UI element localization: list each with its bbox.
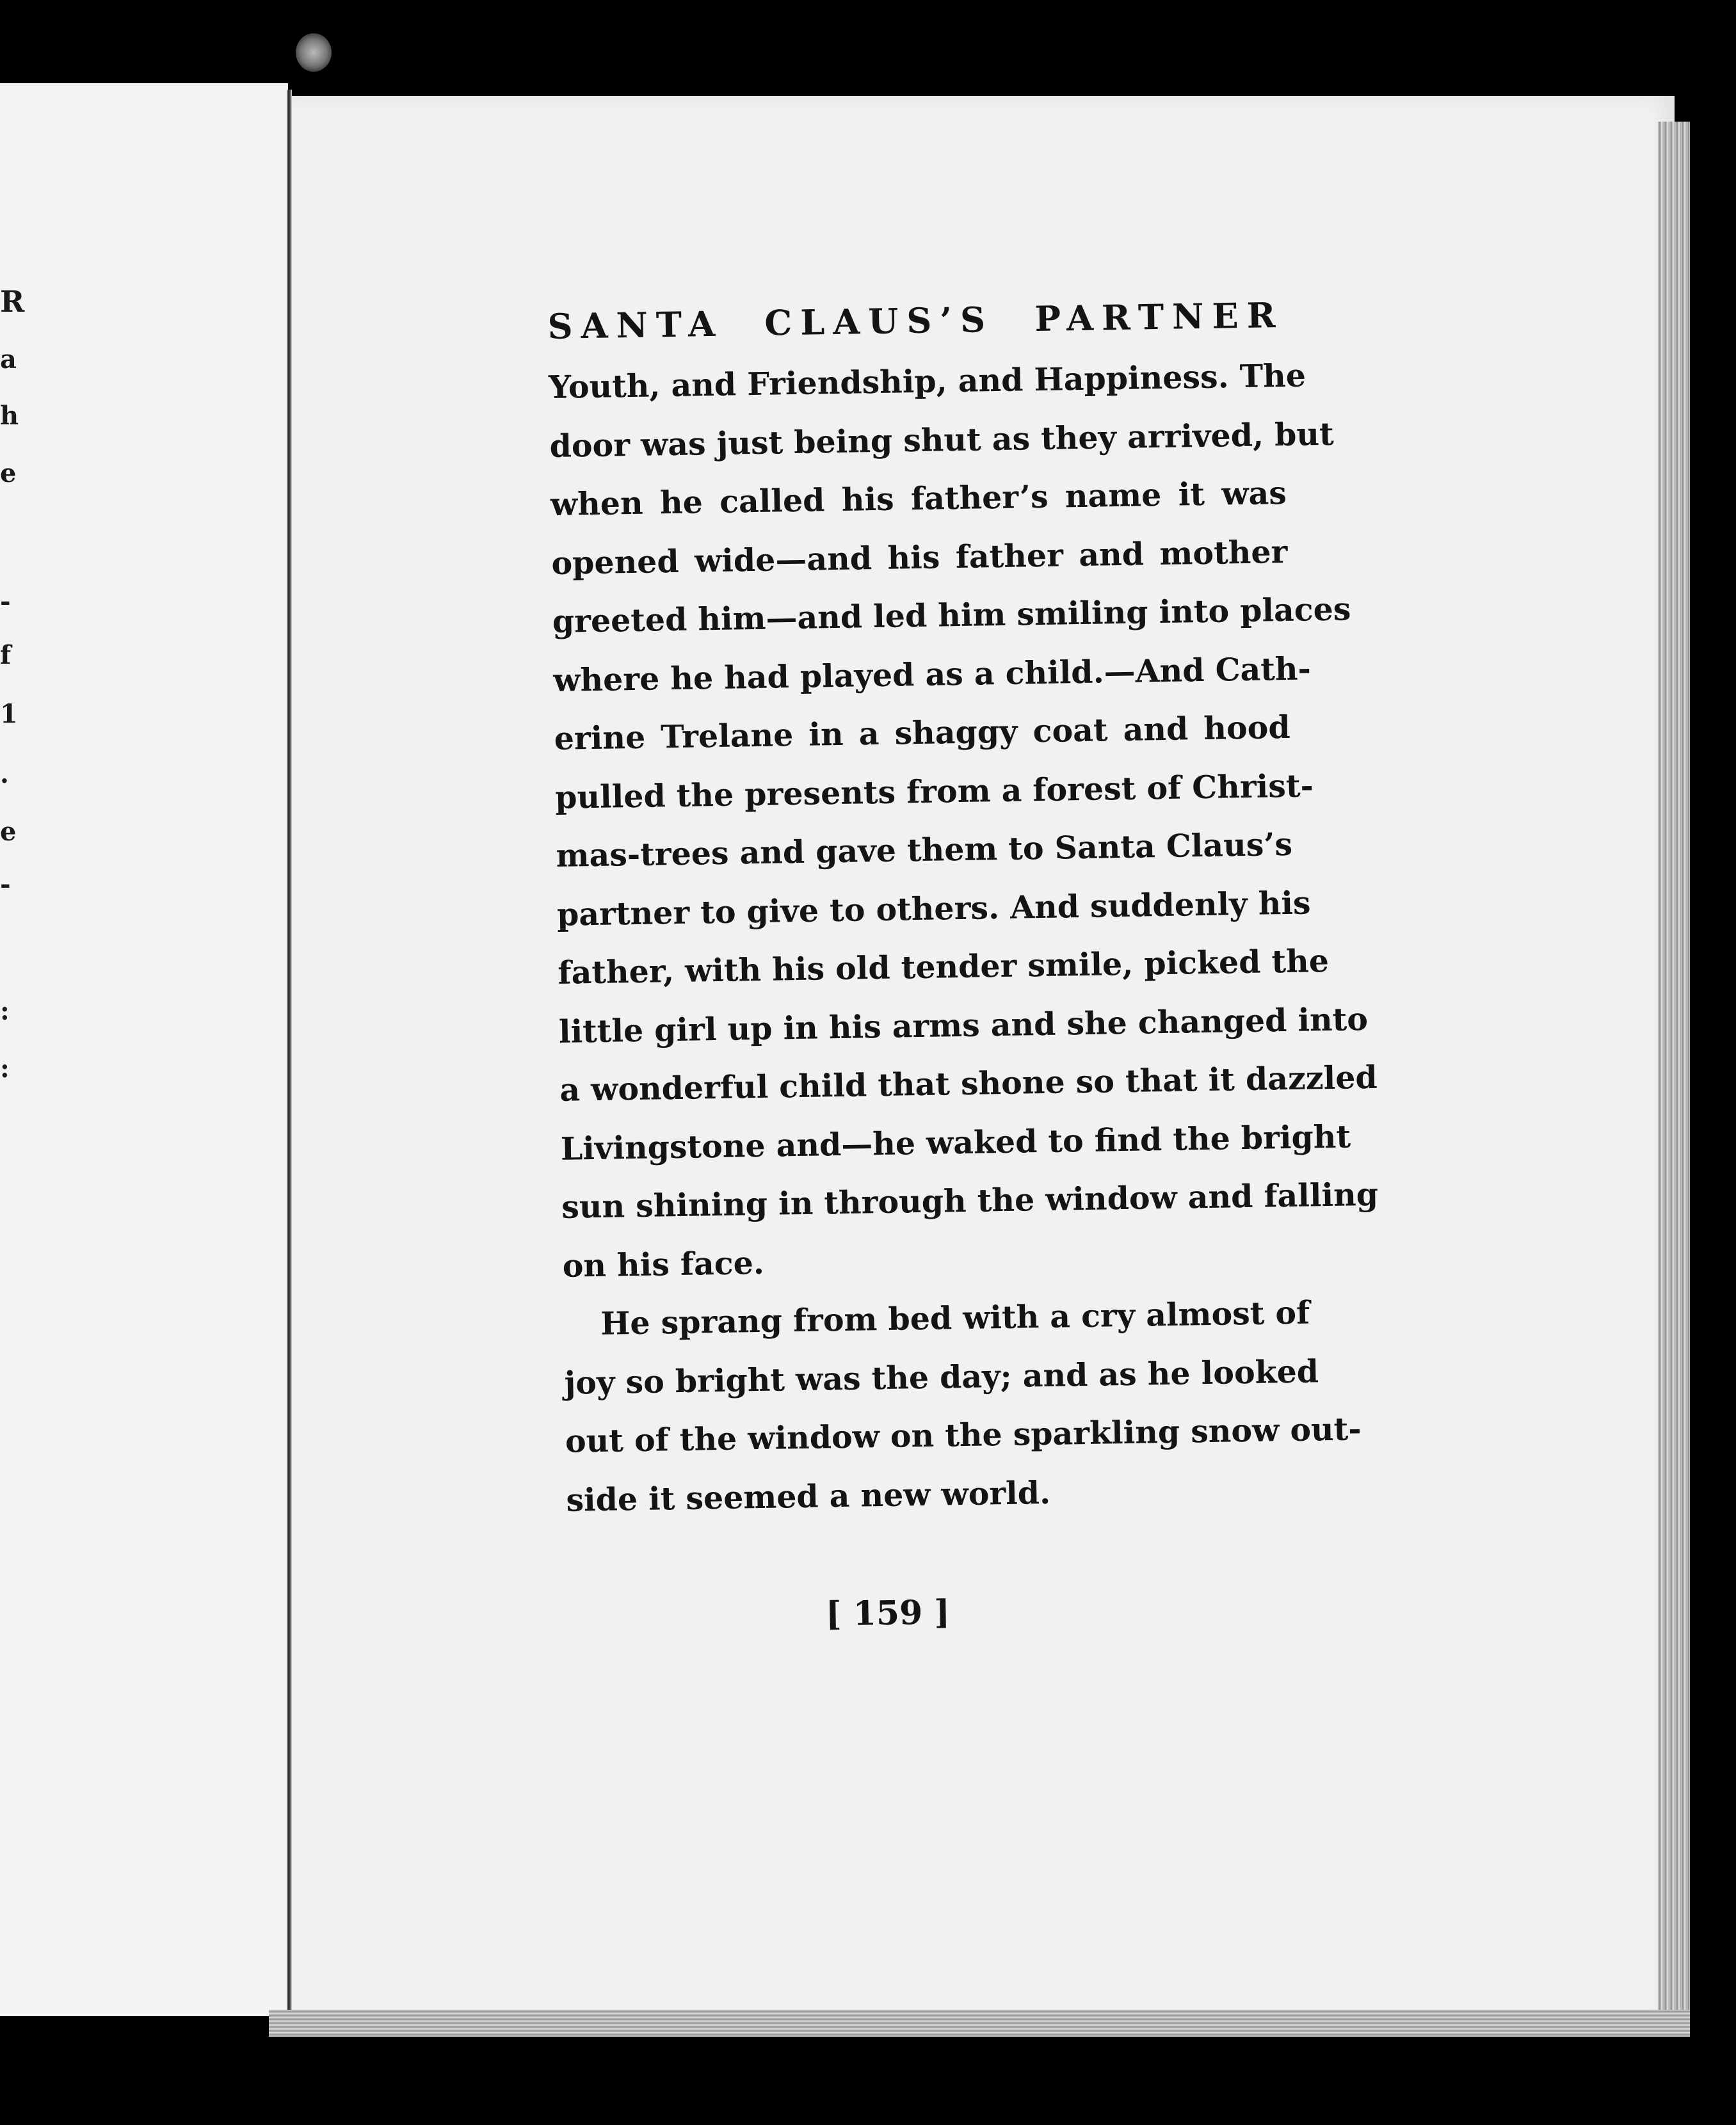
left-edge-letter: : [0, 1054, 10, 1084]
left-edge-letter: f [0, 640, 12, 670]
text-line: erine Trelane in a shaggy coat and hood [554, 708, 1291, 757]
text-line: door was just being shut as they arrived, but [549, 415, 1335, 465]
page-bottom-edge [269, 2010, 1690, 2037]
text-line: where he had played as a child.—And Cath- [552, 649, 1312, 699]
left-edge-letter: a [0, 344, 17, 374]
left-edge-letter: h [0, 401, 19, 431]
text-line: father, with his old tender smile, picked the [558, 942, 1330, 991]
page-text-block [547, 289, 1379, 1530]
ink-smudge [296, 33, 332, 72]
text-line: on his face. [562, 1244, 765, 1285]
left-edge-letter: e [0, 458, 17, 488]
running-head: SANTA CLAUS’S PARTNER [547, 294, 1284, 347]
left-edge-letter: e [0, 817, 17, 847]
left-edge-letter: - [0, 586, 11, 616]
text-line: He sprang from bed with a cry almost of [600, 1294, 1310, 1342]
left-edge-letter: 1 [0, 699, 18, 729]
left-edge-letter: - [0, 869, 11, 899]
text-line: joy so bright was the day; and as he looked [564, 1352, 1319, 1402]
text-line: side it seemed a new world. [565, 1473, 1051, 1519]
page-number: [ 159 ] [825, 1592, 951, 1634]
book-gutter [287, 90, 292, 2010]
text-line: when he called his father’s name it was [550, 474, 1287, 523]
text-line: greeted him—and led him smiling into places [552, 590, 1351, 640]
left-edge-letter: : [0, 996, 10, 1026]
text-line: little girl up in his arms and she changed into [558, 1000, 1369, 1050]
left-edge-letter: . [0, 759, 9, 789]
text-line: a wonderful child that shone so that it dazzled [559, 1058, 1378, 1109]
left-facing-page [0, 83, 288, 2016]
text-line: partner to give to others. And suddenly his [556, 883, 1311, 933]
text-line: out of the window on the sparkling snow out- [565, 1410, 1362, 1460]
text-line: opened wide—and his father and mother [551, 533, 1288, 582]
text-line: mas-trees and gave them to Santa Claus’s [556, 825, 1293, 874]
text-line: pulled the presents from a forest of Christ- [554, 766, 1314, 816]
text-line: Livingstone and—he waked to find the bright [560, 1117, 1351, 1167]
text-line: Youth, and Friendship, and Happiness. The [548, 357, 1306, 406]
left-edge-letter: R [0, 284, 25, 319]
page-stack-edge [1658, 122, 1690, 2035]
text-line: sun shining in through the window and falling [561, 1175, 1379, 1226]
